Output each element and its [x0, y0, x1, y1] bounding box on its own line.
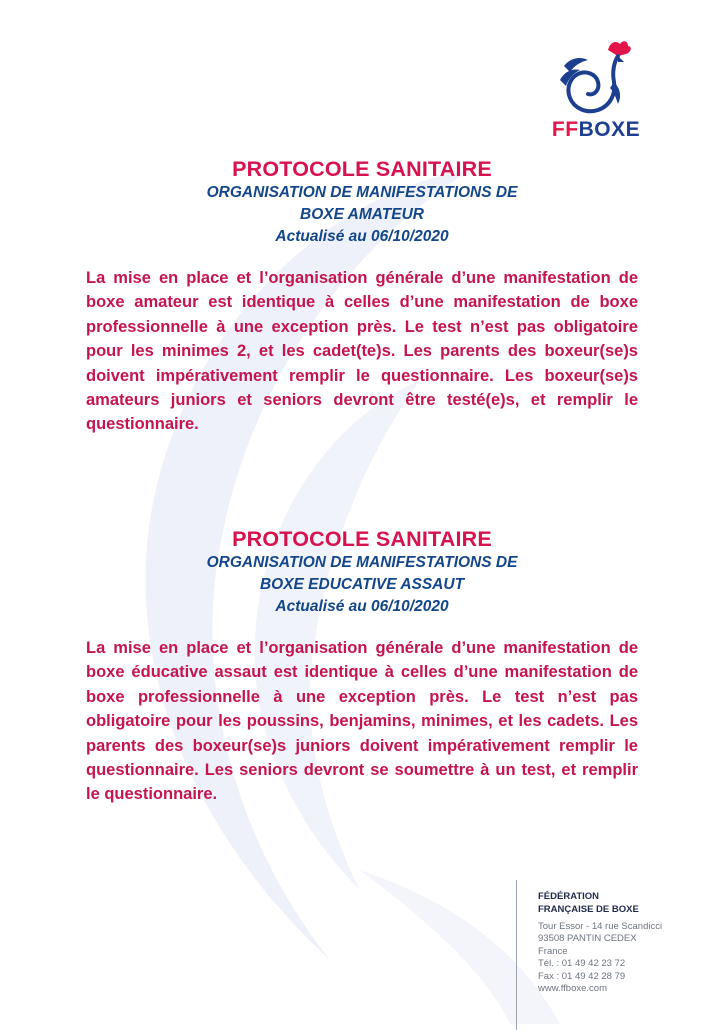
section-title: PROTOCOLE SANITAIRE [232, 527, 492, 551]
logo-ff-text: FF [551, 118, 579, 141]
footer-organization [538, 890, 639, 916]
section-subtitle-line-1: ORGANISATION DE MANIFESTATIONS DE [206, 184, 518, 201]
footer-website-link[interactable]: www.ffboxe.com [538, 983, 607, 995]
section-title: PROTOCOLE SANITAIRE [232, 157, 492, 181]
logo-boxe-text: BOXE [578, 118, 641, 141]
section-body: La mise en place et l’organisation générale d’une manifestation de boxe éducative assaut est identique à celles d’une manifestation de boxe professionnelle à une exception près. Le test n’est pas obligatoire pour les poussins, benjamins, minimes, et les cadets. Les parents des boxeur(se)s juniors doivent impérativement remplir le questionnaire. Les seniors devront se soumettre à un test, et remplir le questionnaire. [86, 639, 638, 804]
section-subtitle-line-2: BOXE EDUCATIVE ASSAUT [259, 576, 465, 593]
protocol-section-amateur [86, 156, 638, 437]
footer-org-line-2: FRANÇAISE DE BOXE [538, 904, 639, 915]
footer-org-line-1: FÉDÉRATION [538, 891, 600, 902]
protocol-section-educative [86, 526, 638, 807]
footer-address [538, 921, 662, 995]
footer-address-line-1: Tour Essor - 14 rue Scandicci [538, 921, 663, 932]
section-date: Actualisé au 06/10/2020 [275, 598, 449, 615]
section-date: Actualisé au 06/10/2020 [275, 228, 449, 245]
section-body: La mise en place et l’organisation générale d’une manifestation de boxe amateur est identique à celles d’une manifestation de boxe professionnelle à une exception près. Le test n’est pas obligatoire pour les minimes 2, et les cadet(te)s. Les parents des boxeur(se)s doivent impérativement remplir le questionnaire. Les boxeur(se)s amateurs juniors et seniors devront être testé(e)s, et remplir le questionnaire. [86, 269, 638, 434]
footer-address-line-2: 93508 PANTIN CEDEX [538, 933, 637, 945]
section-subtitle-line-2: BOXE AMATEUR [300, 206, 424, 223]
footer-contact [516, 880, 716, 1030]
footer-fax: Fax : 01 49 42 28 79 [538, 970, 626, 982]
footer-divider [516, 880, 517, 1030]
rooster-logo-icon [556, 36, 636, 118]
footer-country: France [538, 945, 568, 957]
ffboxe-logo [548, 36, 644, 144]
footer-phone: Tél. : 01 49 42 23 72 [538, 958, 626, 970]
section-subtitle-line-1: ORGANISATION DE MANIFESTATIONS DE [206, 554, 518, 571]
logo-wordmark [548, 118, 644, 142]
